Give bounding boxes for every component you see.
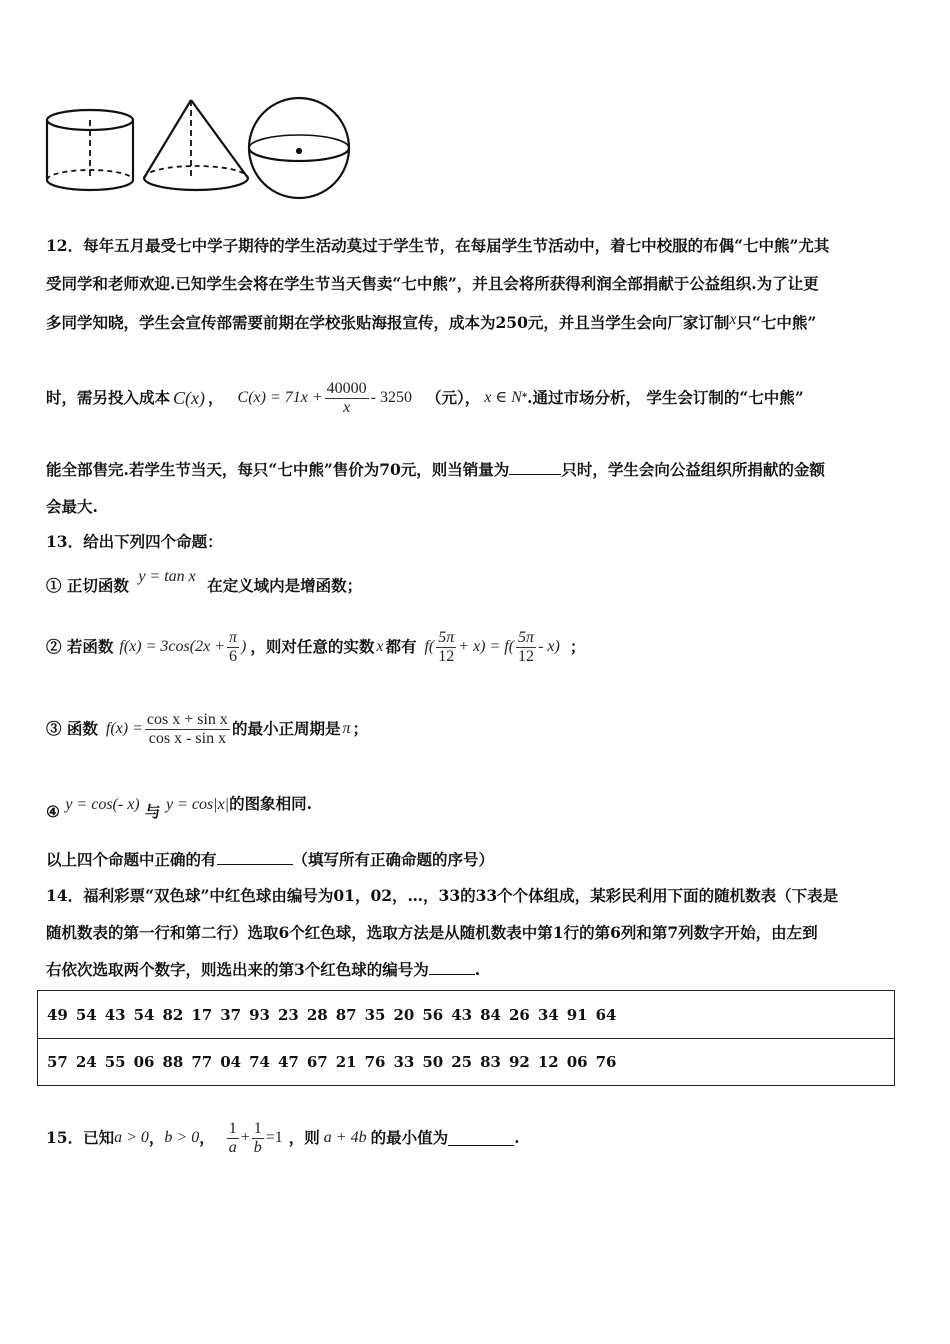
cylinder-figure	[47, 110, 133, 190]
table-cell: 76	[595, 1053, 617, 1071]
q12-line-3	[46, 310, 816, 333]
p4-formula-2: y = cos|x|	[165, 796, 230, 813]
table-cell: 21	[335, 1053, 357, 1071]
p2-text-2: 都有	[385, 637, 417, 656]
p3-formula-left: f(x) =	[105, 720, 143, 737]
cost-fraction	[325, 380, 369, 417]
q13-answer-hint: （填写所有正确命题的序号）	[292, 850, 495, 869]
table-cell: 84	[480, 1005, 501, 1024]
table-cell: 04	[220, 1053, 242, 1071]
separator: ，	[199, 1128, 215, 1147]
table-cell: 76	[364, 1053, 386, 1071]
table-cell: 64	[595, 1005, 617, 1024]
q15-fraction-2	[252, 1120, 264, 1157]
p2-frac-num: π	[228, 628, 237, 646]
table-cell: 67	[306, 1053, 328, 1071]
table-cell: 82	[162, 1005, 184, 1024]
table-cell: 17	[191, 1005, 213, 1024]
q15-fraction-1	[227, 1120, 239, 1157]
p2-eq-a: f(	[424, 638, 435, 655]
table-row-1	[38, 991, 894, 1038]
table-cell: 26	[509, 1005, 530, 1024]
p2-fraction-3	[516, 629, 536, 666]
q12-line-3-text: 多同学知晓，学生会宣传部需要前期在学校张贴海报宣传，成本为250元，并且当学生会向厂家订制	[46, 313, 730, 332]
table-cell: 92	[509, 1053, 530, 1071]
q14-line-2: 随机数表的第一行和第二行）选取6个红色球，选取方法是从随机数表中第1行的第6列和第7列数字开始，由左到	[46, 923, 818, 942]
table-cell: 23	[278, 1005, 299, 1024]
p3-text: 的最小正周期是	[231, 719, 341, 738]
table-cell: 25	[451, 1053, 473, 1071]
q15-condition-a: a > 0	[114, 1129, 149, 1146]
table-cell: 83	[480, 1053, 501, 1071]
p2-var-x: x	[376, 638, 384, 655]
p4-text: 与	[145, 802, 161, 821]
p2-label: ② 若函数	[46, 637, 114, 656]
p3-label: ③ 函数	[46, 719, 98, 738]
q12-line-5	[46, 460, 825, 480]
p2-frac-den: 6	[228, 647, 237, 665]
p4-text-2: 的图象相同.	[229, 794, 312, 813]
p2-eq-b: + x) = f(	[458, 638, 515, 655]
table-cell: 54	[75, 1005, 97, 1024]
p2-frac3-den: 12	[518, 647, 535, 665]
q15-eq: =1	[265, 1129, 283, 1146]
q14-line-1: 14．福利彩票“双色球”中红色球由编号为01，02，…，33的33个个体组成，某彩民利用下面的随机数表（下表是	[46, 886, 839, 905]
sphere-figure	[249, 98, 349, 198]
p4-label: ④	[46, 802, 60, 821]
table-cell: 20	[393, 1005, 415, 1024]
table-row-2	[38, 1038, 894, 1085]
table-cell: 54	[133, 1005, 155, 1024]
answer-blank[interactable]	[509, 460, 561, 475]
p3-fraction	[145, 711, 230, 748]
q15-condition-b: b > 0	[164, 1129, 200, 1146]
p2-frac2-den: 12	[438, 647, 455, 665]
p2-end: ；	[569, 637, 586, 656]
cost-formula-left: C(x) = 71x +	[237, 389, 323, 406]
fraction-numerator: 40000	[326, 379, 367, 397]
table-cell: 87	[335, 1005, 357, 1024]
p2-eq-c: - x)	[538, 638, 560, 655]
q13-answer-line	[46, 850, 494, 870]
q12-line-2: 受同学和老师欢迎.已知学生会将在学生节当天售卖“七中熊”，并且会将所获得利润全部捐献于公益组织.为了让更	[46, 274, 819, 293]
table-cell: 34	[537, 1005, 559, 1024]
var-x: x	[729, 311, 737, 328]
p3-end: ；	[352, 719, 368, 738]
answer-blank[interactable]	[448, 1131, 514, 1146]
q15-frac1-den: a	[228, 1138, 237, 1156]
p1-label: ① 正切函数	[46, 576, 129, 595]
q15-line	[46, 1114, 520, 1162]
solid-figures	[40, 96, 360, 200]
table-cell: 43	[451, 1005, 473, 1024]
p1-text: 在定义域内是增函数；	[207, 576, 363, 595]
p2-frac2-num: 5π	[438, 628, 455, 646]
separator: ，	[208, 388, 224, 407]
p2-fraction-2	[436, 629, 456, 666]
table-cell: 47	[278, 1053, 299, 1071]
q15-text-2: 的最小值为	[370, 1128, 449, 1147]
table-cell: 50	[422, 1053, 444, 1071]
q13-proposition-1	[46, 566, 362, 600]
table-cell: 12	[537, 1053, 559, 1071]
q12-line-3-tail: 只“七中熊”	[736, 313, 817, 332]
domain-condition: x ∈ N	[484, 389, 522, 406]
p3-frac-num: cos x + sin x	[146, 710, 228, 728]
q15-text: ，则	[288, 1128, 320, 1147]
table-cell: 93	[249, 1005, 270, 1024]
q15-plus: +	[240, 1129, 250, 1146]
q12-line-1: 12．每年五月最受七中学子期待的学生活动莫过于学生节，在每届学生节活动中，着七中校服的布偶“七中熊”尤其	[46, 236, 830, 255]
table-cell: 35	[364, 1005, 386, 1024]
q13-title: 13．给出下列四个命题：	[46, 532, 223, 551]
cone-figure	[144, 100, 248, 190]
q15-expression: a + 4b	[323, 1129, 367, 1146]
p2-text: ，则对任意的实数	[250, 637, 375, 656]
q12-line-4-tail: .通过市场分析， 学生会订制的“七中熊”	[527, 388, 804, 407]
cost-formula	[238, 380, 412, 417]
p4-formula-1: y = cos(- x)	[65, 796, 140, 813]
q12-line-5-text: 能全部售完.若学生节当天，每只“七中熊”售价为70元，则当销量为	[46, 460, 510, 479]
q15-frac2-num: 1	[253, 1119, 262, 1137]
table-cell: 37	[220, 1005, 242, 1024]
p3-pi: π	[342, 720, 351, 737]
cost-formula-right: - 3250	[370, 389, 412, 406]
q12-line-5-tail: 只时，学生会向公益组织所捐献的金额	[561, 460, 825, 479]
q14-line-3-text: 右依次选取两个数字，则选出来的第3个红色球的编号为	[46, 960, 429, 979]
cost-symbol: C(x)	[173, 388, 205, 408]
table-cell: 91	[566, 1005, 588, 1024]
p2-fraction	[227, 629, 239, 666]
table-cell: 24	[75, 1053, 97, 1071]
q14-line-3	[46, 960, 480, 980]
table-cell: 49	[47, 1005, 68, 1024]
fraction-denominator: x	[343, 398, 351, 416]
table-cell: 56	[422, 1005, 444, 1024]
q14-line-3-end: .	[474, 960, 481, 979]
answer-blank[interactable]	[429, 960, 475, 975]
table-cell: 88	[162, 1053, 184, 1071]
p2-formula-left: f(x) = 3cos(2x +	[119, 638, 225, 655]
answer-blank[interactable]	[217, 850, 293, 865]
unit-label: （元），	[425, 388, 481, 407]
p2-close: )	[240, 638, 247, 655]
table-cell: 33	[393, 1053, 415, 1071]
q13-proposition-2	[46, 624, 585, 670]
random-number-table	[37, 990, 895, 1086]
q15-frac2-den: b	[253, 1138, 262, 1156]
q12-line-6: 会最大.	[46, 497, 98, 516]
table-cell: 55	[104, 1053, 126, 1071]
q13-proposition-4	[46, 794, 312, 824]
table-cell: 43	[104, 1005, 126, 1024]
q15-frac1-num: 1	[228, 1119, 237, 1137]
table-cell: 77	[191, 1053, 213, 1071]
table-cell: 06	[133, 1053, 155, 1071]
table-cell: 57	[47, 1053, 68, 1071]
p2-frac3-num: 5π	[518, 628, 535, 646]
q13-proposition-3	[46, 706, 368, 752]
table-cell: 74	[249, 1053, 270, 1071]
q15-label: 15．已知	[46, 1128, 115, 1147]
q12-line-4-text: 时，需另投入成本	[46, 388, 171, 407]
p3-frac-den: cos x - sin x	[148, 729, 227, 747]
separator: ，	[148, 1128, 165, 1147]
table-cell: 06	[566, 1053, 588, 1071]
q15-end: .	[514, 1128, 520, 1147]
p1-formula: y = tan x	[138, 568, 196, 585]
q12-line-4	[46, 372, 804, 424]
domain-superscript: *	[521, 392, 528, 403]
table-cell: 28	[306, 1005, 328, 1024]
q13-answer-text: 以上四个命题中正确的有	[46, 850, 217, 869]
